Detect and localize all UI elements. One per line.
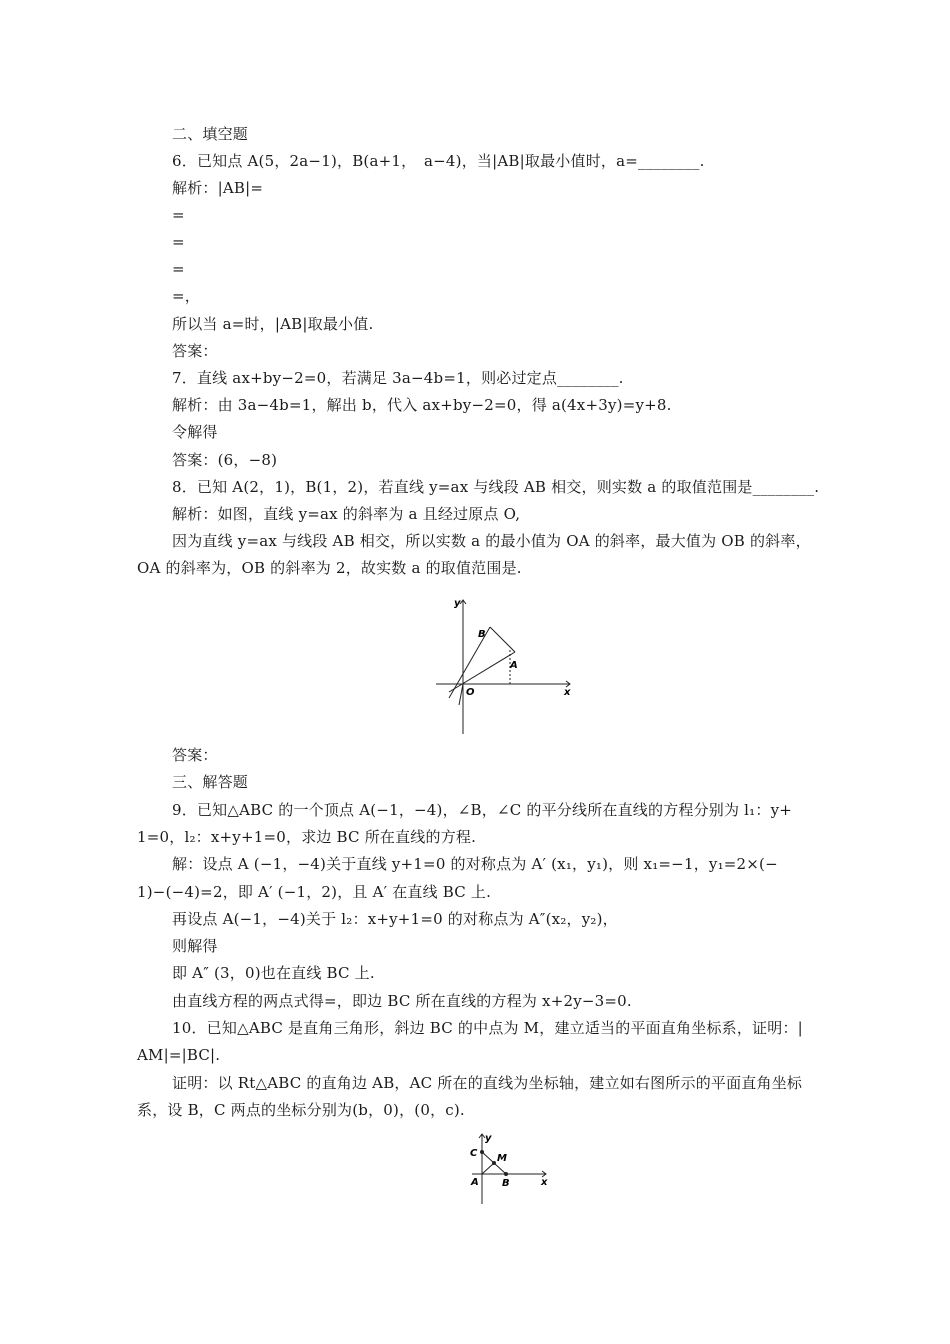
equation-step: =	[172, 260, 185, 278]
question-9: 9．已知△ABC 的一个顶点 A(−1，−4)，∠B，∠C 的平分线所在直线的方程分别为 l₁：y+	[172, 801, 793, 819]
median-am	[482, 1163, 494, 1174]
label-x: x	[564, 687, 571, 698]
segment-ab	[490, 627, 515, 652]
answer-label: 答案：(6，−8)	[172, 451, 278, 469]
solution-line: 则解得	[172, 937, 218, 955]
question-10: 10．已知△ABC 是直角三角形，斜边 BC 的中点为 M，建立适当的平面直角坐标系，证明：|	[172, 1019, 803, 1037]
solution-line: 由直线方程的两点式得=，即边 BC 所在直线的方程为 x+2y−3=0.	[172, 992, 632, 1010]
figure-1-svg	[430, 592, 580, 742]
equation-step: =，	[172, 287, 200, 305]
label-b: B	[478, 629, 486, 640]
figure-line-segment-ab	[430, 592, 580, 742]
label-y: y	[454, 598, 461, 609]
question-7: 7．直线 ax+by−2=0，若满足 3a−4b=1，则必过定点________.	[172, 369, 624, 387]
solution-line: 即 A″ (3，0)也在直线 BC 上.	[172, 964, 375, 982]
solution-line: 解：设点 A (−1，−4)关于直线 y+1=0 的对称点为 A′ (x₁，y₁)，则 x₁=−1，y₁=2×(−	[172, 855, 778, 873]
answer-label: 答案：	[172, 746, 218, 764]
label-x: x	[541, 1177, 548, 1188]
analysis-line: 令解得	[172, 423, 218, 441]
label-y: y	[485, 1133, 492, 1144]
point-c	[480, 1150, 484, 1154]
question-8: 8．已知 A(2，1)，B(1，2)，若直线 y=ax 与线段 AB 相交，则实数 a 的取值范围是________.	[172, 478, 820, 496]
label-c: C	[470, 1148, 478, 1159]
solution-line: 1)−(−4)=2，即 A′ (−1，2)，且 A′ 在直线 BC 上.	[137, 883, 492, 901]
label-m: M	[497, 1153, 507, 1164]
figure-right-triangle	[462, 1128, 562, 1208]
line-extension	[459, 684, 463, 705]
label-b: B	[502, 1178, 510, 1189]
proof-line: 系，设 B，C 两点的坐标分别为(b，0)，(0，c).	[137, 1101, 465, 1119]
point-m	[492, 1161, 496, 1165]
analysis-line: 解析：|AB|=	[172, 179, 264, 197]
section-heading-solve: 三、解答题	[172, 773, 249, 791]
proof-line: 证明：以 Rt△ABC 的直角边 AB，AC 所在的直线为坐标轴，建立如右图所示的平面直角坐标	[172, 1074, 803, 1092]
point-b	[504, 1172, 508, 1176]
label-a: A	[510, 660, 518, 671]
analysis-line: 因为直线 y=ax 与线段 AB 相交，所以实数 a 的最小值为 OA 的斜率，最大值为 OB 的斜率，	[172, 532, 811, 550]
solution-line: 再设点 A(−1，−4)关于 l₂：x+y+1=0 的对称点为 A″(x₂，y₂)，	[172, 910, 618, 928]
analysis-line: 所以当 a=时，|AB|取最小值.	[172, 315, 374, 333]
question-9-cont: 1=0，l₂：x+y+1=0，求边 BC 所在直线的方程.	[137, 828, 477, 846]
line-oa	[449, 652, 515, 692]
equation-step: =	[172, 206, 185, 224]
label-a: A	[471, 1177, 479, 1188]
analysis-line: 解析：由 3a−4b=1，解出 b，代入 ax+by−2=0，得 a(4x+3y)=y+8.	[172, 396, 672, 414]
equation-step: =	[172, 233, 185, 251]
answer-label: 答案：	[172, 342, 218, 360]
label-o: O	[466, 687, 475, 698]
figure-2-svg	[462, 1128, 562, 1208]
analysis-line: OA 的斜率为，OB 的斜率为 2，故实数 a 的取值范围是.	[137, 559, 522, 577]
question-10-cont: AM|=|BC|.	[137, 1046, 221, 1064]
question-6: 6．已知点 A(5，2a−1)，B(a+1， a−4)，当|AB|取最小值时，a=________.	[172, 152, 705, 170]
section-heading-fill-blank: 二、填空题	[172, 125, 249, 143]
analysis-line: 解析：如图，直线 y=ax 的斜率为 a 且经过原点 O,	[172, 505, 521, 523]
